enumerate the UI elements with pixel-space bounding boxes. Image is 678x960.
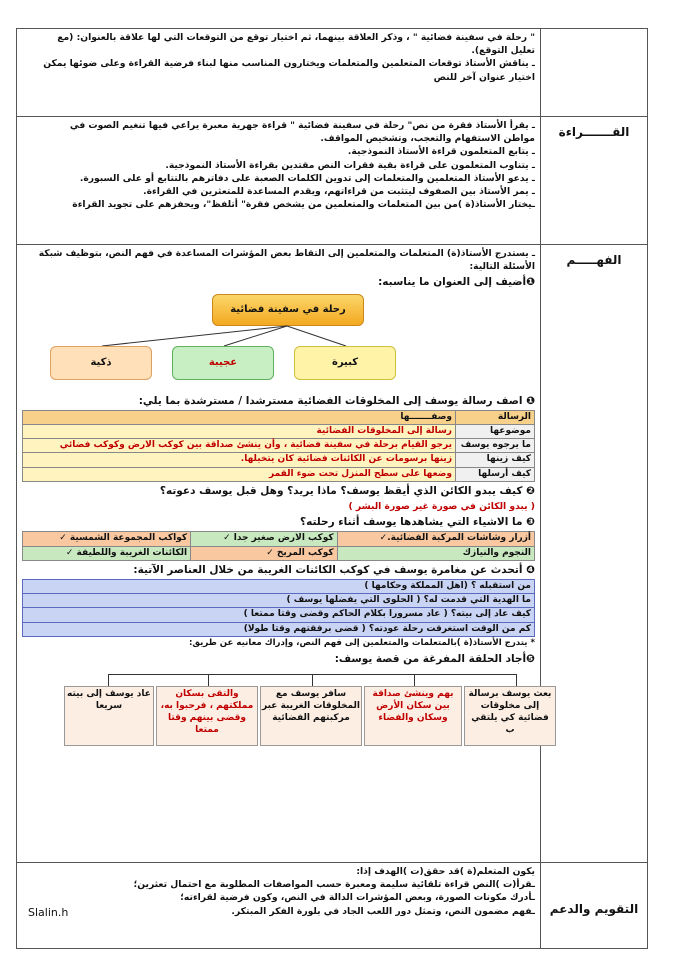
question-5: ❹ أتحدث عن مغامرة يوسف في كوكب الكائنات الغريبة من خلال العناصر الآتية: xyxy=(133,563,535,576)
table-row xyxy=(23,425,535,439)
table-key: موضوعها xyxy=(456,425,535,439)
table-row xyxy=(23,594,535,608)
diagram-leaf: عجيبة xyxy=(172,346,274,380)
text-line: ـقرأ(ت )النص قراءة تلقائية سليمة ومعبرة حسب المواصفات المطلوبة مع احتمال تعثرين؛ xyxy=(133,879,535,891)
table-value: وضعها على سطح المنزل تحت ضوء القمر xyxy=(23,467,456,481)
author-signature: Slalin.h xyxy=(28,906,69,919)
diagram-leaf: كبيرة xyxy=(294,346,396,380)
text-line: ـ يناقش الأستاذ توقعات المتعلمين والمتعلمات ويختارون المناسب منها لبناء فرضية القراءة وعلى ضوئها يمكن xyxy=(43,58,535,70)
table-cell: من استقبله ؟ (اهل المملكة وحكامها ) xyxy=(23,580,535,594)
row-label: الفهـــــم xyxy=(541,245,648,863)
diagram-leaf: ذكية xyxy=(50,346,152,380)
story-box: والتقى بسكان مملكتهم ، فرحبوا به، وقضى بينهم وقتا ممتعا xyxy=(156,686,258,746)
text-line: ـأدرك مكونات الصورة، وبعض المؤشرات الدالة في النص، وكون فرضية لقراءته؛ xyxy=(180,892,535,904)
table-header: الرسالة xyxy=(456,410,535,424)
table-cell: النجوم والنيازك xyxy=(337,546,534,560)
text-line: ـ يتناوب المتعلمون على قراءة بقية فقرات النص مقتدين بقراءة الأستاذ النموذجية. xyxy=(165,159,535,171)
letter-table xyxy=(22,410,535,482)
note-text: * يتدرج الأستاذ(ة )بالمتعلمات والمتعلمين إلى فهم النص، وإدراك معانيه عن طريق: xyxy=(188,637,535,648)
question-2: ❶ اصف رسالة يوسف إلى المخلوقات الفضائية مسترشدا / مسترشدة بما يلي: xyxy=(138,394,535,407)
adventure-table xyxy=(22,579,535,637)
row-reading xyxy=(17,117,648,245)
text-line: ـفهم مضمون النص، وتمثل دور اللعب الجاد في بلورة الفكر المبتكر. xyxy=(231,905,535,917)
table-cell: كيف عاد إلى بيته؟ ( عاد مسرورا بكلام الحاكم وقضى وقتا ممتعا ) xyxy=(23,608,535,622)
story-sequence xyxy=(22,668,552,756)
intro-text: ـ يستدرج الأستاذ(ة) المتعلمات والمتعلمين إلى التقاط بعض المؤشرات المساعدة في فهم النص، بتوظيف شبكة الأسئلة التالية: xyxy=(38,248,535,273)
row-content xyxy=(17,29,541,117)
table-value: زينها برسومات عن الكائنات فضائية كان يتخيلها. xyxy=(23,453,456,467)
connector-tick xyxy=(108,674,109,686)
connector-tick xyxy=(208,674,209,686)
table-key: كيف زينها xyxy=(456,453,535,467)
question-3: ❷ كيف يبدو الكائن الذي أيقظ يوسف؟ ماذا يريد؟ وهل قبل يوسف دعوته؟ xyxy=(159,484,535,497)
row-label xyxy=(541,29,648,117)
text-line: اختيار عنوان آخر للنص xyxy=(433,71,535,83)
row-content xyxy=(17,117,541,245)
text-line: ـ يدعو الأستاذ المتعلمين والمتعلمات إلى تدوين الكلمات الصعبة على دفاترهم بالتتابع أو على السبورة. xyxy=(79,172,535,184)
table-cell: كم من الوقت استغرقت رحلة عودته؟ ( قضى برفقتهم وقتا طولا) xyxy=(23,622,535,636)
row-evaluation xyxy=(17,863,648,949)
story-box: بهم وينشئ صداقة بين سكان الأرض وسكان والفضاء xyxy=(364,686,462,746)
row-comprehension xyxy=(17,245,648,863)
row-content xyxy=(17,863,541,949)
table-value: يرجو القيام برحلة في سفينة فضائية ، وأن ينشئ صداقة بين كوكب الارض وكوكب فضائي xyxy=(23,439,456,453)
table-cell: ما الهدية التي قدمت له؟ ( الحلوى التي يفضلها يوسف ) xyxy=(23,594,535,608)
table-value: رسالة إلى المخلوقات الفضائية xyxy=(23,425,456,439)
lesson-table xyxy=(16,28,648,949)
table-row xyxy=(23,580,535,594)
question-4: ❸ ما الاشياء التي يشاهدها يوسف أثناء رحلته؟ xyxy=(300,516,535,529)
table-cell: كوكب المريخ ✓ xyxy=(191,546,338,560)
story-box: عاد يوسف إلى بيته سريعا xyxy=(64,686,154,746)
text-line: ـ يتابع المتعلمون قراءة الأستاذ النموذجية. xyxy=(347,146,535,158)
story-box: بعث يوسف برسالة إلى مخلوقات فضائية كي يلتقي ب xyxy=(464,686,556,746)
table-cell: أزرار وشاشات المركبة الفضائية.✓ xyxy=(337,532,534,546)
text-line: " رحلة في سفينة فضائية " ، وذكر العلاقة بينهما، ثم اختيار توقع من التوقعات التي لها علاقة بالعنوان: (مع xyxy=(57,32,535,43)
connector-tick xyxy=(312,674,313,686)
text-line: تعليل التوقع). xyxy=(471,45,535,57)
answer-3: ( يبدو الكائن في صورة غير صورة البشر ) xyxy=(348,501,535,513)
table-row xyxy=(23,622,535,636)
table-row xyxy=(23,546,535,560)
text-line: مواطن الاستفهام والتعجب، وتشخيص المواقف. xyxy=(320,133,535,145)
table-cell: كواكب المجموعة الشمسية ✓ xyxy=(23,532,191,546)
sights-table xyxy=(22,531,535,560)
text-line: ـيختار الأستاذ(ة )من بين المتعلمات والمتعلمين من يشخص فقرة" أتلفظ"، ويحفزهم على تجويد القراءة xyxy=(72,199,535,211)
connector-tick xyxy=(516,674,517,686)
text-line: ـ يقرأ الأستاذ فقرة من نص" رحلة في سفينة فضائية " قراءة جهرية معبرة يراعي فيها تنغيم الصوت في xyxy=(69,120,535,131)
table-cell: كوكب الارض صغير جدا ✓ xyxy=(191,532,338,546)
table-row xyxy=(23,532,535,546)
diagram-title-box: رحلة في سفينة فضائية xyxy=(212,294,364,326)
row-label: التقويم والدعم xyxy=(541,863,648,949)
question-1: ❶أضيف إلى العنوان ما يناسبه: xyxy=(378,276,535,289)
table-key: ما يرجوه يوسف xyxy=(456,439,535,453)
text-line: يكون المتعلم(ة )قد حقق(ت )الهدف إذا: xyxy=(356,866,535,877)
row-intro xyxy=(17,29,648,117)
title-diagram xyxy=(22,292,535,392)
text-line: ـ يمر الأستاذ بين الصفوف ليتثبت من قراءاتهم، ويقدم المساعدة للمتعثرين في القراءة. xyxy=(143,186,535,198)
table-header: وصفـــــــها xyxy=(23,410,456,424)
table-row xyxy=(23,467,535,481)
story-box: سافر يوسف مع المخلوقات الغريبة عبر مركبتهم الفضائية xyxy=(260,686,362,746)
question-6: ❺أجاد الحلقة المفرغة من قصة يوسف: xyxy=(334,653,535,666)
table-row xyxy=(23,439,535,453)
row-label: القـــــــراءة xyxy=(541,117,648,245)
table-cell: الكائنات الغريبة واللطيفة ✓ xyxy=(23,546,191,560)
table-row xyxy=(23,608,535,622)
connector-tick xyxy=(414,674,415,686)
table-key: كيف أرسلها xyxy=(456,467,535,481)
row-content xyxy=(17,245,552,863)
table-row xyxy=(23,453,535,467)
